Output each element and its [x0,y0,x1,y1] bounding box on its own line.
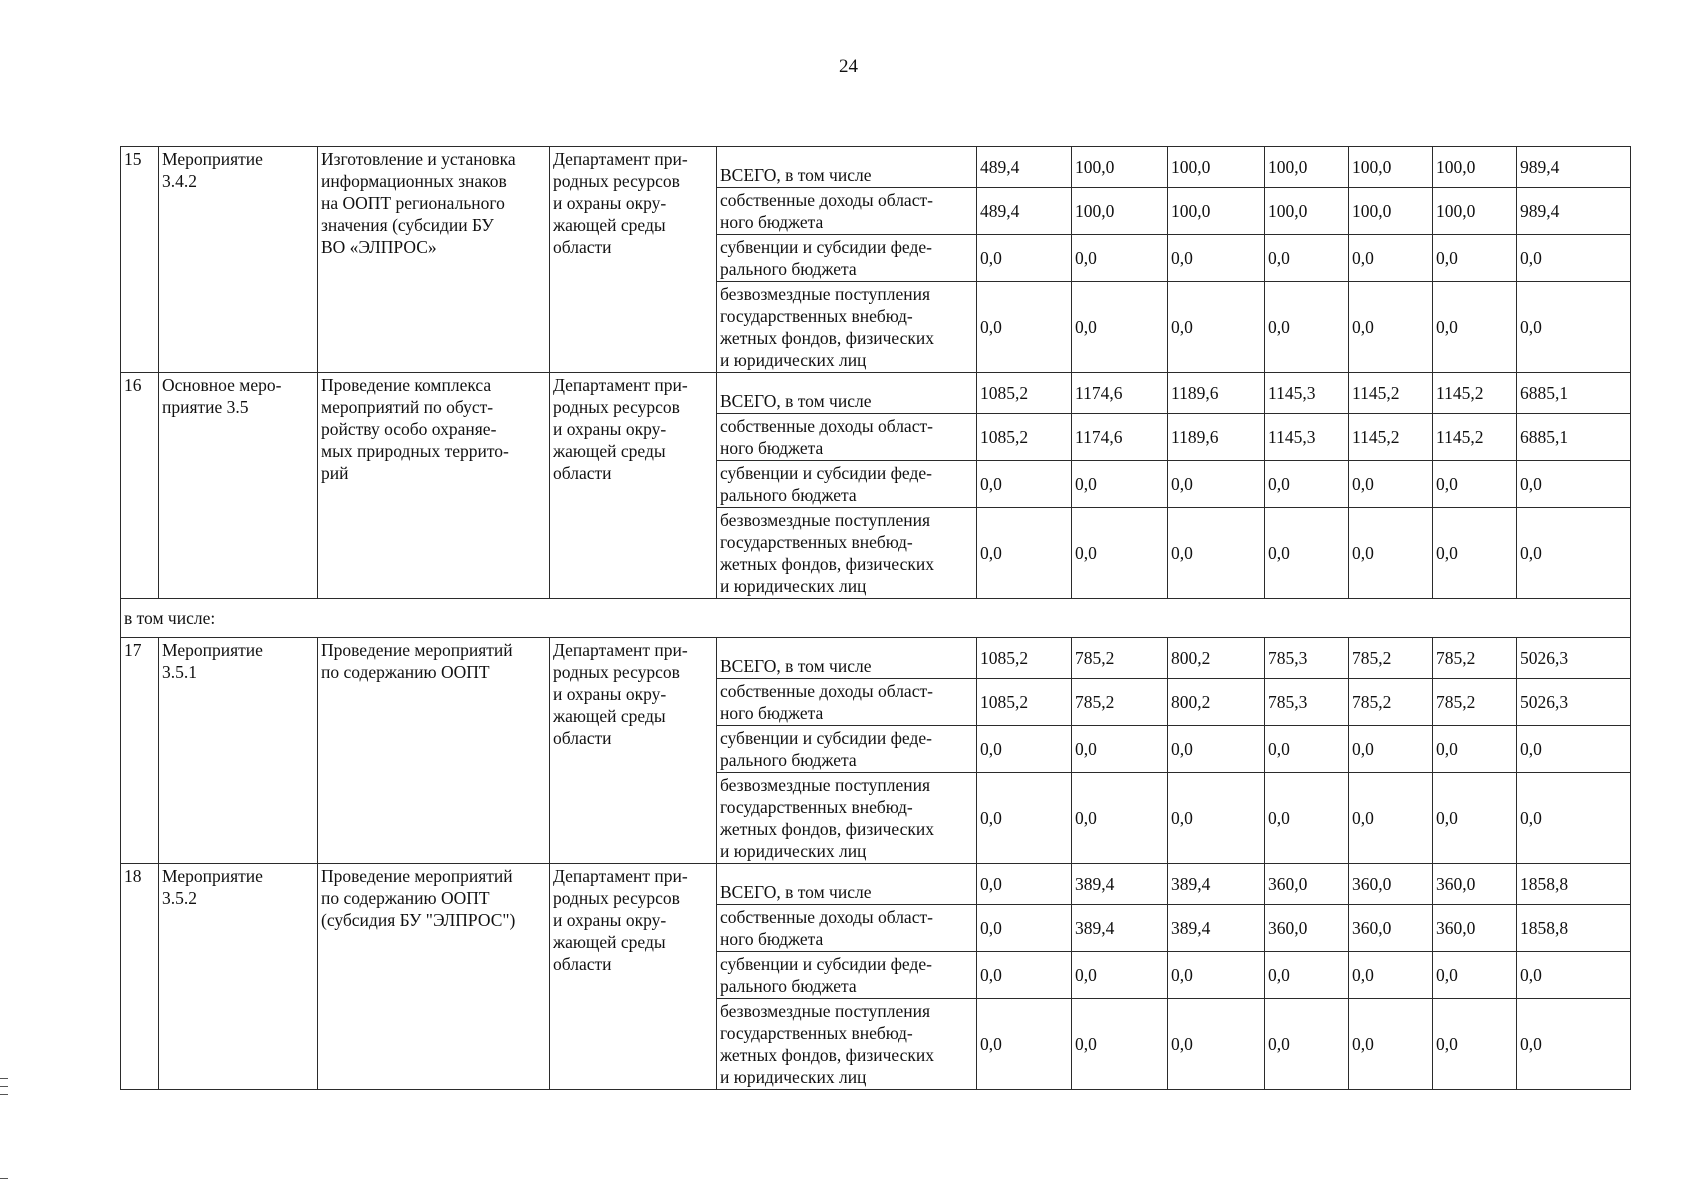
funding-source-line: безвозмездные поступления [720,510,931,530]
value-cell: 0,0 [1072,773,1168,864]
activity-description-line: Проведение комплекса [321,375,492,395]
value-cell: 0,0 [977,773,1072,864]
value-cell: 0,0 [1168,773,1265,864]
funding-source-line: государственных внебюд- [720,306,913,326]
value-cell: 0,0 [977,282,1072,373]
funding-source-line: ного бюджета [720,438,824,458]
value-cell: 0,0 [1349,508,1433,599]
value-cell: 0,0 [1265,461,1349,508]
activity-name-line: Мероприятие [162,640,263,660]
activity-description-line: мых природных террито- [321,441,509,461]
executor-line: Департамент при- [553,640,688,660]
funding-source-line: рального бюджета [720,750,857,770]
activity-name-line: Мероприятие [162,149,263,169]
executor-line: родных ресурсов [553,888,680,908]
value-cell: 0,0 [977,864,1072,905]
executor-line: области [553,728,612,748]
funding-source-line: безвозмездные поступления [720,775,931,795]
value-cell: 360,0 [1265,864,1349,905]
page-number: 24 [839,56,858,77]
value-cell: 989,4 [1517,188,1631,235]
activity-description-line: Изготовление и установка [321,149,516,169]
executor-line: области [553,463,612,483]
executor-line: жающей среды [553,215,666,235]
value-cell: 0,0 [1349,282,1433,373]
value-cell: 389,4 [1168,864,1265,905]
value-cell: 360,0 [1265,905,1349,952]
value-cell: 360,0 [1433,905,1517,952]
activity-description-line: Проведение мероприятий [321,866,513,886]
funding-source-line: и юридических лиц [720,576,867,596]
activity-name-line: 3.4.2 [162,171,197,191]
value-cell: 0,0 [1517,999,1631,1090]
funding-source [717,679,977,726]
value-cell: 0,0 [1168,508,1265,599]
funding-source [717,508,977,599]
activity-name [159,147,318,373]
activity-name-line: Мероприятие [162,866,263,886]
executor-line: Департамент при- [553,375,688,395]
value-cell: 389,4 [1072,905,1168,952]
value-cell: 0,0 [1517,952,1631,999]
value-cell: 0,0 [1072,461,1168,508]
funding-source [717,282,977,373]
activity-name-line: 3.5.2 [162,888,197,908]
value-cell: 1085,2 [977,679,1072,726]
funding-source-line: государственных внебюд- [720,797,913,817]
value-cell: 0,0 [1433,508,1517,599]
value-cell: 0,0 [1517,461,1631,508]
value-cell: 0,0 [1265,773,1349,864]
value-cell: 0,0 [1168,235,1265,282]
row-number: 16 [121,373,159,599]
funding-source-line: рального бюджета [720,259,857,279]
value-cell: 0,0 [1349,461,1433,508]
executor-line: жающей среды [553,441,666,461]
value-cell: 0,0 [1072,952,1168,999]
funding-source-line: субвенции и субсидии феде- [720,463,932,483]
funding-source-line: ного бюджета [720,212,824,232]
subtotal-separator-row [121,599,1631,638]
value-cell: 1858,8 [1517,864,1631,905]
value-cell: 6885,1 [1517,414,1631,461]
funding-source-line: рального бюджета [720,485,857,505]
value-cell: 1145,2 [1349,414,1433,461]
funding-source [717,188,977,235]
activity-name [159,373,318,599]
table-row [121,147,1631,188]
funding-source [717,373,977,414]
funding-source [717,773,977,864]
value-cell: 0,0 [1433,282,1517,373]
value-cell: 1145,2 [1433,373,1517,414]
value-cell: 785,2 [1433,679,1517,726]
funding-source [717,952,977,999]
budget-table-body [121,147,1631,1090]
executor-line: родных ресурсов [553,397,680,417]
value-cell: 1189,6 [1168,414,1265,461]
activity-name [159,638,318,864]
value-cell: 0,0 [977,508,1072,599]
row-number: 18 [121,864,159,1090]
value-cell: 0,0 [1517,726,1631,773]
value-cell: 0,0 [1168,952,1265,999]
value-cell: 100,0 [1349,188,1433,235]
budget-table [120,146,1631,1090]
funding-source-line: собственные доходы област- [720,681,933,701]
executor-line: родных ресурсов [553,662,680,682]
funding-source [717,235,977,282]
value-cell: 0,0 [1517,235,1631,282]
activity-name [159,864,318,1090]
activity-description [318,638,550,864]
value-cell: 0,0 [1168,726,1265,773]
margin-mark [0,1078,8,1079]
value-cell: 785,2 [1433,638,1517,679]
activity-description-line: ройству особо охраняе- [321,419,497,439]
value-cell: 100,0 [1072,188,1168,235]
value-cell: 100,0 [1349,147,1433,188]
value-cell: 0,0 [1072,508,1168,599]
value-cell: 0,0 [1168,999,1265,1090]
funding-source [717,147,977,188]
value-cell: 0,0 [1517,282,1631,373]
value-cell: 5026,3 [1517,679,1631,726]
activity-description-line: ВО «ЭЛПРОС» [321,237,437,257]
value-cell: 0,0 [1072,726,1168,773]
funding-source-line: безвозмездные поступления [720,1001,931,1021]
value-cell: 1145,2 [1433,414,1517,461]
value-cell: 100,0 [1168,147,1265,188]
value-cell: 489,4 [977,147,1072,188]
funding-source [717,905,977,952]
funding-source-line: ного бюджета [720,929,824,949]
value-cell: 0,0 [1349,235,1433,282]
value-cell: 785,2 [1349,679,1433,726]
value-cell: 1145,3 [1265,414,1349,461]
activity-description [318,864,550,1090]
value-cell: 0,0 [1265,235,1349,282]
funding-source-line: ВСЕГО, в том числе [720,165,872,185]
value-cell: 0,0 [1072,235,1168,282]
separator-label: в том числе: [121,599,1631,638]
value-cell: 0,0 [977,461,1072,508]
value-cell: 0,0 [1349,999,1433,1090]
funding-source-line: государственных внебюд- [720,532,913,552]
value-cell: 0,0 [1349,952,1433,999]
funding-source [717,638,977,679]
funding-source [717,726,977,773]
funding-source [717,999,977,1090]
row-number: 17 [121,638,159,864]
value-cell: 785,2 [1072,679,1168,726]
value-cell: 785,2 [1349,638,1433,679]
value-cell: 0,0 [1517,773,1631,864]
activity-name-line: приятие 3.5 [162,397,249,417]
executor-line: родных ресурсов [553,171,680,191]
value-cell: 100,0 [1265,188,1349,235]
value-cell: 1085,2 [977,373,1072,414]
value-cell: 5026,3 [1517,638,1631,679]
value-cell: 0,0 [1433,235,1517,282]
executor-line: жающей среды [553,932,666,952]
funding-source-line: жетных фондов, физических [720,328,935,348]
funding-source-line: безвозмездные поступления [720,284,931,304]
value-cell: 100,0 [1072,147,1168,188]
value-cell: 0,0 [977,726,1072,773]
value-cell: 6885,1 [1517,373,1631,414]
value-cell: 389,4 [1072,864,1168,905]
activity-description-line: рий [321,463,349,483]
row-number: 15 [121,147,159,373]
activity-name-line: 3.5.1 [162,662,197,682]
table-row [121,638,1631,679]
funding-source-line: государственных внебюд- [720,1023,913,1043]
activity-name-line: Основное меро- [162,375,282,395]
value-cell: 0,0 [1265,508,1349,599]
activity-description-line: мероприятий по обуст- [321,397,494,417]
funding-source-line: и юридических лиц [720,841,867,861]
funding-source-line: жетных фондов, физических [720,819,935,839]
value-cell: 0,0 [977,905,1072,952]
executor-line: области [553,954,612,974]
value-cell: 1189,6 [1168,373,1265,414]
margin-mark [0,1094,8,1095]
value-cell: 0,0 [1517,508,1631,599]
executor [550,864,717,1090]
value-cell: 0,0 [1349,773,1433,864]
funding-source-line: ного бюджета [720,703,824,723]
value-cell: 100,0 [1265,147,1349,188]
value-cell: 785,3 [1265,638,1349,679]
funding-source-line: жетных фондов, физических [720,1045,935,1065]
value-cell: 0,0 [1349,726,1433,773]
value-cell: 0,0 [1168,461,1265,508]
activity-description [318,147,550,373]
value-cell: 1858,8 [1517,905,1631,952]
funding-source-line: жетных фондов, физических [720,554,935,574]
value-cell: 785,3 [1265,679,1349,726]
executor-line: и охраны окру- [553,684,667,704]
table-row [121,864,1631,905]
value-cell: 489,4 [977,188,1072,235]
value-cell: 0,0 [1265,999,1349,1090]
activity-description-line: значения (субсидии БУ [321,215,494,235]
value-cell: 0,0 [977,999,1072,1090]
activity-description-line: на ООПТ регионального [321,193,505,213]
value-cell: 1174,6 [1072,414,1168,461]
value-cell: 0,0 [1433,952,1517,999]
value-cell: 0,0 [977,952,1072,999]
executor [550,147,717,373]
activity-description-line: по содержанию ООПТ [321,888,490,908]
executor-line: и охраны окру- [553,193,667,213]
value-cell: 1145,3 [1265,373,1349,414]
funding-source-line: собственные доходы област- [720,190,933,210]
executor-line: и охраны окру- [553,910,667,930]
funding-source-line: ВСЕГО, в том числе [720,391,872,411]
value-cell: 0,0 [1265,726,1349,773]
funding-source-line: и юридических лиц [720,350,867,370]
funding-source [717,414,977,461]
table-row [121,373,1631,414]
value-cell: 360,0 [1433,864,1517,905]
executor-line: и охраны окру- [553,419,667,439]
funding-source-line: субвенции и субсидии феде- [720,728,932,748]
funding-source [717,864,977,905]
value-cell: 0,0 [1072,282,1168,373]
activity-description-line: информационных знаков [321,171,507,191]
funding-source-line: собственные доходы област- [720,416,933,436]
activity-description-line: по содержанию ООПТ [321,662,490,682]
funding-source-line: и юридических лиц [720,1067,867,1087]
value-cell: 360,0 [1349,905,1433,952]
funding-source-line: рального бюджета [720,976,857,996]
value-cell: 0,0 [1433,726,1517,773]
margin-mark [0,1086,8,1087]
value-cell: 989,4 [1517,147,1631,188]
value-cell: 785,2 [1072,638,1168,679]
funding-source-line: субвенции и субсидии феде- [720,954,932,974]
value-cell: 800,2 [1168,679,1265,726]
value-cell: 100,0 [1433,147,1517,188]
funding-source [717,461,977,508]
value-cell: 0,0 [1433,999,1517,1090]
value-cell: 1174,6 [1072,373,1168,414]
value-cell: 100,0 [1168,188,1265,235]
value-cell: 1085,2 [977,414,1072,461]
funding-source-line: собственные доходы област- [720,907,933,927]
value-cell: 0,0 [1168,282,1265,373]
funding-source-line: ВСЕГО, в том числе [720,882,872,902]
value-cell: 1145,2 [1349,373,1433,414]
value-cell: 0,0 [1433,773,1517,864]
funding-source-line: ВСЕГО, в том числе [720,656,872,676]
value-cell: 1085,2 [977,638,1072,679]
value-cell: 0,0 [1265,952,1349,999]
executor-line: Департамент при- [553,866,688,886]
executor-line: области [553,237,612,257]
activity-description-line: Проведение мероприятий [321,640,513,660]
funding-source-line: субвенции и субсидии феде- [720,237,932,257]
value-cell: 100,0 [1433,188,1517,235]
activity-description [318,373,550,599]
executor-line: Департамент при- [553,149,688,169]
value-cell: 0,0 [977,235,1072,282]
executor [550,638,717,864]
value-cell: 800,2 [1168,638,1265,679]
value-cell: 0,0 [1433,461,1517,508]
value-cell: 360,0 [1349,864,1433,905]
executor [550,373,717,599]
activity-description-line: (субсидия БУ "ЭЛПРОС") [321,910,516,930]
margin-mark [0,1178,8,1179]
value-cell: 0,0 [1072,999,1168,1090]
value-cell: 0,0 [1265,282,1349,373]
executor-line: жающей среды [553,706,666,726]
value-cell: 389,4 [1168,905,1265,952]
